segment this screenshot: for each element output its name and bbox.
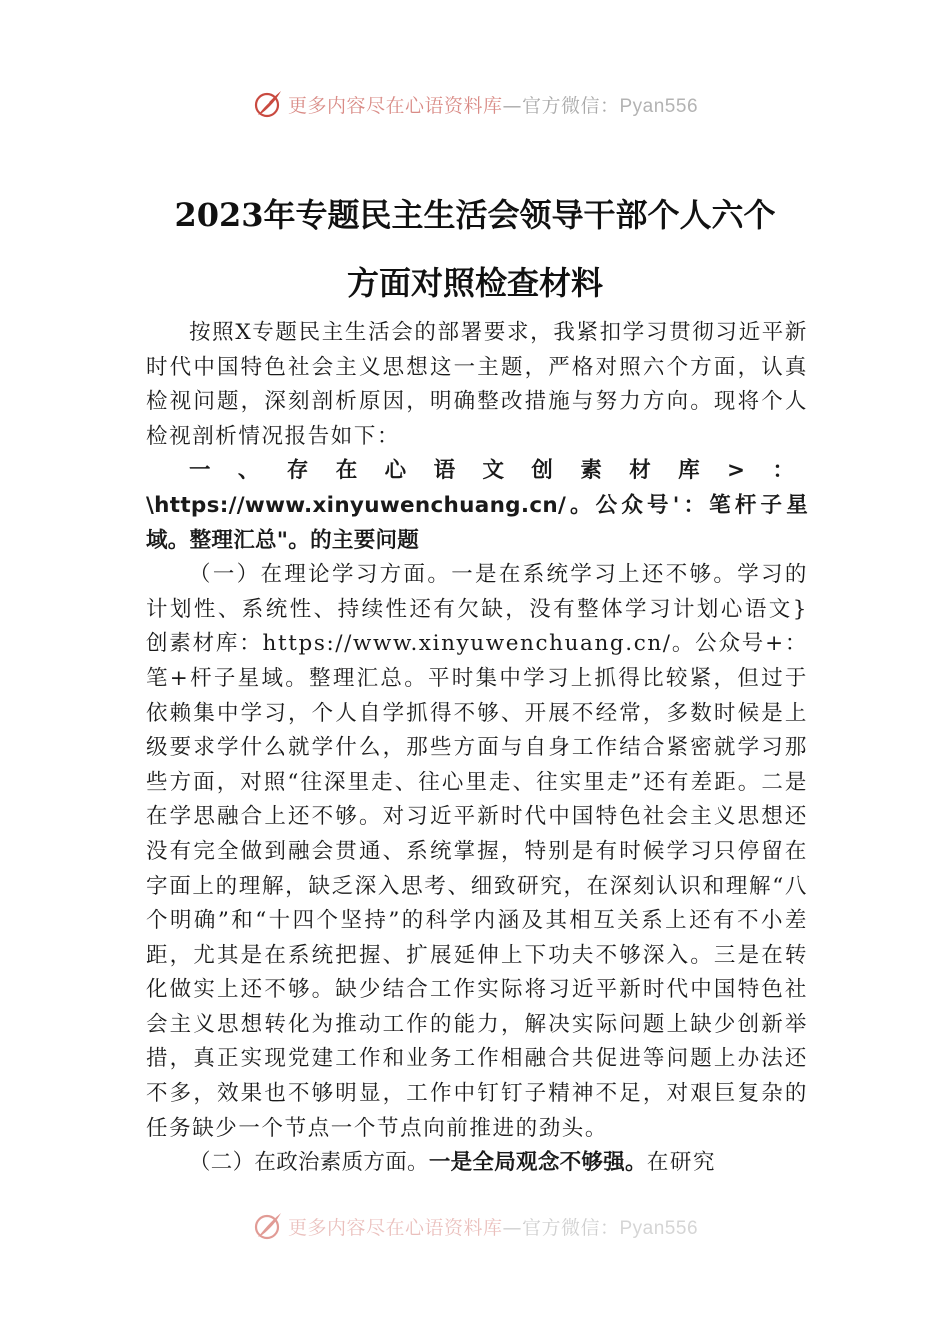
watermark-text: 更多内容尽在心语资料库—官方微信：Pyan556: [287, 94, 699, 117]
intro-paragraph: 按照X专题民主生活会的部署要求，我紧扣学习贯彻习近平新时代中国特色社会主义思想这一主题，严格对照六个方面，认真检视问题，深刻剖析原因，明确整改措施与努力方向。现将个人检视剖析情况报告如下：: [146, 320, 808, 449]
document-body: [146, 316, 808, 1181]
watermark-text: 更多内容尽在心语资料库—官方微信：Pyan556: [287, 1216, 699, 1239]
paragraph-theory-study: （一）在理论学习方面。一是在系统学习上还不够。学习的计划性、系统性、持续性还有欠缺，没有整体学习计划心语文}创素材库：https://www.xinyuwenchuang.cn/。公众号+：笔+杆子星域。整理汇总。平时集中学习上抓得比较紧，但过于依赖集中学习，个人自学抓得不够、开展不经常，多数时候是上级要求学什么就学什么，那些方面与自身工作结合紧密就学习那些方面，对照“往深里走、往心里走、往实里走”还有差距。二是在学思融合上还不够。对习近平新时代中国特色社会主义思想还没有完全做到融会贯通、系统掌握，特别是有时候学习只停留在字面上的理解，缺乏深入思考、细致研究，在深刻认识和理解“八个明确”和“十四个坚持”的科学内涵及其相互关系上还有不小差距，尤其是在系统把握、扩展延伸上下功夫不够深入。三是在转化做实上还不够。缺少结合工作实际将习近平新时代中国特色社会主义思想转化为推动工作的能力，解决实际问题上缺少创新举措，真正实现党建工作和业务工作相融合共促进等问题上办法还不多，效果也不够明显，工作中钉钉子精神不足，对艰巨复杂的任务缺少一个节点一个节点向前推进的劲头。: [146, 562, 808, 1141]
document-title-line1: 2023年专题民主生活会领导干部个人六个: [174, 196, 776, 234]
quill-logo-icon: [252, 88, 284, 120]
quill-logo-icon: [252, 1210, 284, 1242]
document-title-line2: 方面对照检查材料: [346, 264, 603, 302]
paragraph-political-quality: （二）在政治素质方面。一是全局观念不够强。在研究: [189, 1150, 717, 1176]
watermark-footer: [0, 1208, 950, 1244]
watermark-header: [0, 86, 950, 122]
section1-heading: 一、存在心语文创素材库>：\https://www.xinyuwenchuang.cn/。公众号'：笔杆子星域。整理汇总"。的主要问题: [146, 458, 808, 553]
